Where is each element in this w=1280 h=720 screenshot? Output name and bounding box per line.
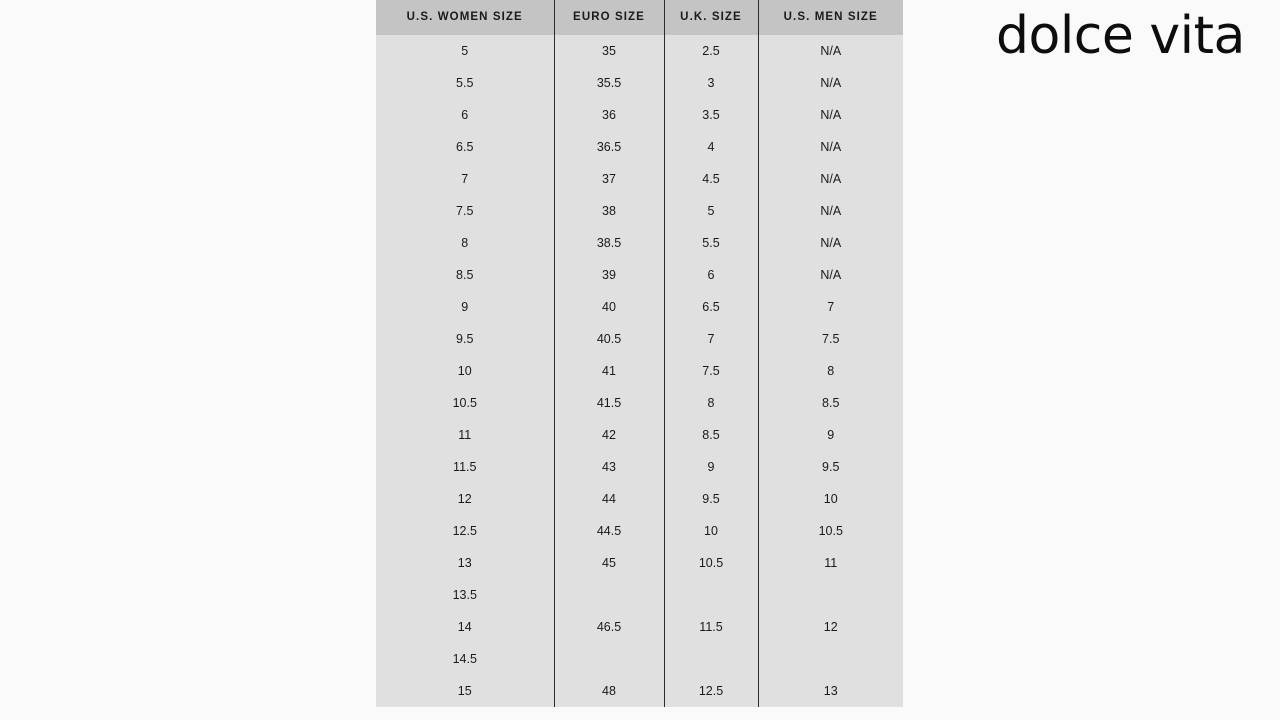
cell-uk: 4 bbox=[664, 131, 758, 163]
cell-uk: 10.5 bbox=[664, 547, 758, 579]
cell-uk bbox=[664, 579, 758, 611]
table-row bbox=[376, 35, 903, 67]
cell-us-men: 12 bbox=[758, 611, 903, 643]
cell-us-men: 13 bbox=[758, 675, 903, 707]
cell-us-men: N/A bbox=[758, 163, 903, 195]
cell-us-men: 10 bbox=[758, 483, 903, 515]
cell-euro bbox=[554, 643, 664, 675]
cell-us-women: 12.5 bbox=[376, 515, 554, 547]
cell-euro: 46.5 bbox=[554, 611, 664, 643]
cell-us-women: 7.5 bbox=[376, 195, 554, 227]
column-header-us-men: U.S. MEN SIZE bbox=[758, 0, 903, 35]
table-row bbox=[376, 355, 903, 387]
table-row bbox=[376, 323, 903, 355]
cell-us-women: 9 bbox=[376, 291, 554, 323]
cell-us-men: 8 bbox=[758, 355, 903, 387]
table-row bbox=[376, 259, 903, 291]
cell-us-men: 7 bbox=[758, 291, 903, 323]
table-header-row bbox=[376, 0, 903, 35]
cell-us-women: 8.5 bbox=[376, 259, 554, 291]
cell-uk: 10 bbox=[664, 515, 758, 547]
table-row bbox=[376, 163, 903, 195]
cell-us-women: 5.5 bbox=[376, 67, 554, 99]
cell-us-men: 9 bbox=[758, 419, 903, 451]
cell-us-men: 10.5 bbox=[758, 515, 903, 547]
cell-euro: 36 bbox=[554, 99, 664, 131]
cell-us-women: 15 bbox=[376, 675, 554, 707]
table-header bbox=[376, 0, 903, 35]
cell-uk: 2.5 bbox=[664, 35, 758, 67]
cell-us-men: 7.5 bbox=[758, 323, 903, 355]
cell-us-men: N/A bbox=[758, 67, 903, 99]
table-row bbox=[376, 419, 903, 451]
cell-us-men bbox=[758, 579, 903, 611]
cell-us-women: 12 bbox=[376, 483, 554, 515]
table-row bbox=[376, 547, 903, 579]
cell-us-men: N/A bbox=[758, 99, 903, 131]
cell-euro: 38.5 bbox=[554, 227, 664, 259]
cell-euro: 36.5 bbox=[554, 131, 664, 163]
cell-euro: 40 bbox=[554, 291, 664, 323]
cell-euro: 48 bbox=[554, 675, 664, 707]
table-row bbox=[376, 515, 903, 547]
cell-euro: 37 bbox=[554, 163, 664, 195]
cell-euro: 43 bbox=[554, 451, 664, 483]
cell-us-men bbox=[758, 643, 903, 675]
cell-us-women: 13 bbox=[376, 547, 554, 579]
cell-uk: 5.5 bbox=[664, 227, 758, 259]
cell-us-women: 7 bbox=[376, 163, 554, 195]
cell-euro: 41.5 bbox=[554, 387, 664, 419]
cell-us-women: 5 bbox=[376, 35, 554, 67]
cell-us-women: 11 bbox=[376, 419, 554, 451]
size-conversion-table bbox=[376, 0, 903, 707]
cell-us-men: N/A bbox=[758, 227, 903, 259]
table-row bbox=[376, 291, 903, 323]
cell-us-women: 6 bbox=[376, 99, 554, 131]
column-header-euro: EURO SIZE bbox=[554, 0, 664, 35]
cell-uk: 12.5 bbox=[664, 675, 758, 707]
cell-euro: 44.5 bbox=[554, 515, 664, 547]
table-row bbox=[376, 579, 903, 611]
table-row bbox=[376, 131, 903, 163]
cell-us-women: 8 bbox=[376, 227, 554, 259]
cell-euro: 38 bbox=[554, 195, 664, 227]
cell-us-women: 14 bbox=[376, 611, 554, 643]
brand-wordmark: dolce vita bbox=[996, 6, 1245, 66]
cell-euro: 45 bbox=[554, 547, 664, 579]
cell-us-women: 10 bbox=[376, 355, 554, 387]
cell-us-men: 9.5 bbox=[758, 451, 903, 483]
cell-euro bbox=[554, 579, 664, 611]
cell-uk: 7.5 bbox=[664, 355, 758, 387]
cell-us-men: N/A bbox=[758, 195, 903, 227]
table-row bbox=[376, 675, 903, 707]
cell-uk: 5 bbox=[664, 195, 758, 227]
cell-us-women: 11.5 bbox=[376, 451, 554, 483]
cell-us-women: 9.5 bbox=[376, 323, 554, 355]
table-row bbox=[376, 67, 903, 99]
cell-euro: 42 bbox=[554, 419, 664, 451]
table-row bbox=[376, 611, 903, 643]
cell-uk: 3.5 bbox=[664, 99, 758, 131]
table-row bbox=[376, 451, 903, 483]
cell-uk: 3 bbox=[664, 67, 758, 99]
cell-us-women: 10.5 bbox=[376, 387, 554, 419]
table-row bbox=[376, 483, 903, 515]
cell-uk: 9.5 bbox=[664, 483, 758, 515]
table-row bbox=[376, 195, 903, 227]
cell-us-women: 6.5 bbox=[376, 131, 554, 163]
cell-uk: 7 bbox=[664, 323, 758, 355]
table-row bbox=[376, 387, 903, 419]
cell-us-men: N/A bbox=[758, 259, 903, 291]
table-row bbox=[376, 227, 903, 259]
cell-euro: 35 bbox=[554, 35, 664, 67]
cell-us-women: 14.5 bbox=[376, 643, 554, 675]
cell-uk: 8.5 bbox=[664, 419, 758, 451]
cell-us-men: 8.5 bbox=[758, 387, 903, 419]
column-header-uk: U.K. SIZE bbox=[664, 0, 758, 35]
cell-uk: 9 bbox=[664, 451, 758, 483]
table-body bbox=[376, 35, 903, 707]
cell-euro: 35.5 bbox=[554, 67, 664, 99]
cell-uk: 6.5 bbox=[664, 291, 758, 323]
cell-euro: 41 bbox=[554, 355, 664, 387]
cell-us-men: 11 bbox=[758, 547, 903, 579]
cell-euro: 39 bbox=[554, 259, 664, 291]
cell-euro: 44 bbox=[554, 483, 664, 515]
cell-euro: 40.5 bbox=[554, 323, 664, 355]
table-row bbox=[376, 99, 903, 131]
cell-uk: 4.5 bbox=[664, 163, 758, 195]
cell-us-men: N/A bbox=[758, 131, 903, 163]
cell-us-women: 13.5 bbox=[376, 579, 554, 611]
cell-uk bbox=[664, 643, 758, 675]
cell-uk: 11.5 bbox=[664, 611, 758, 643]
cell-uk: 6 bbox=[664, 259, 758, 291]
column-header-us-women: U.S. WOMEN SIZE bbox=[376, 0, 554, 35]
cell-uk: 8 bbox=[664, 387, 758, 419]
table-row bbox=[376, 643, 903, 675]
cell-us-men: N/A bbox=[758, 35, 903, 67]
